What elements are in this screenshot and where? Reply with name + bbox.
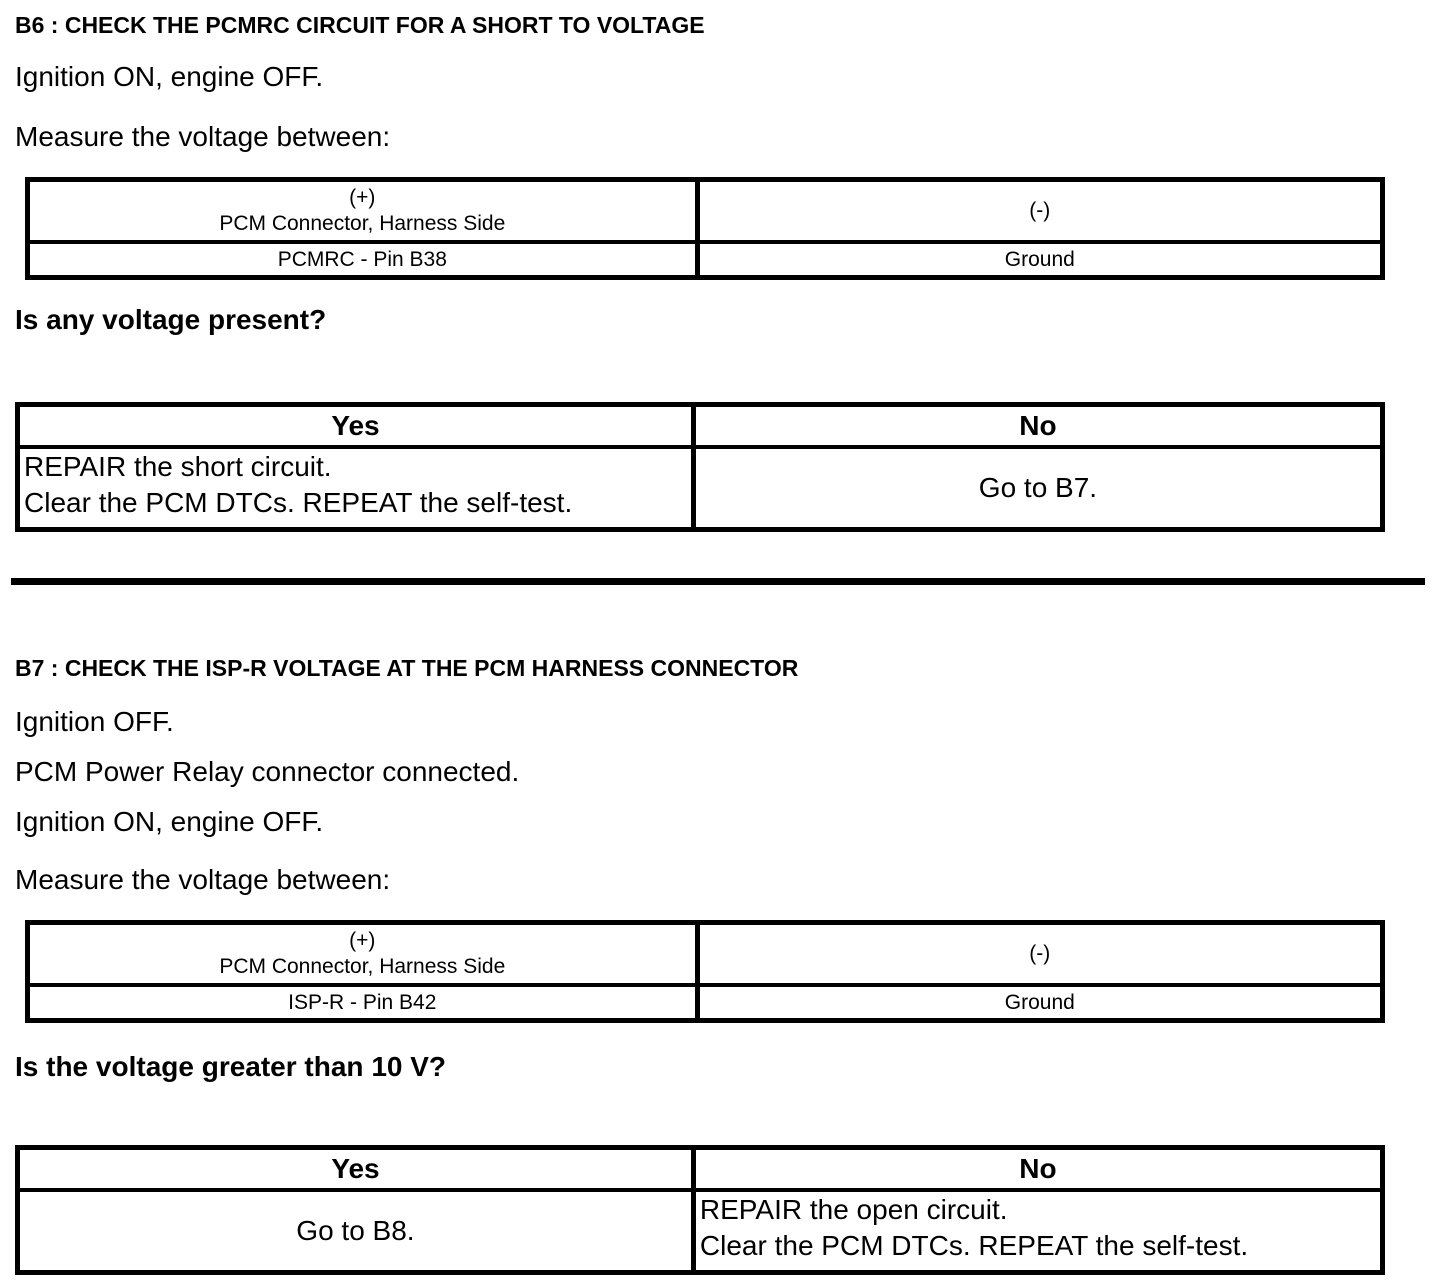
decision-table-b7 bbox=[15, 1145, 1385, 1275]
section-b6 bbox=[0, 12, 1440, 532]
negative-symbol: (-) bbox=[1029, 942, 1051, 965]
action-line: Go to B7. bbox=[978, 472, 1098, 503]
no-action-cell bbox=[696, 1192, 1380, 1270]
positive-pin-cell: PCMRC - Pin B38 bbox=[30, 244, 700, 275]
table-row bbox=[30, 182, 1380, 240]
instruction-line: Ignition OFF. bbox=[15, 706, 174, 737]
section-divider bbox=[11, 578, 1425, 585]
instruction-line: PCM Power Relay connector connected. bbox=[15, 756, 520, 787]
no-header-cell: No bbox=[1019, 410, 1057, 441]
question-b7: Is the voltage greater than 10 V? bbox=[15, 1051, 447, 1082]
negative-probe-header-cell bbox=[700, 182, 1380, 240]
table-row bbox=[20, 1150, 1380, 1188]
positive-connector-label: PCM Connector, Harness Side bbox=[219, 955, 506, 978]
positive-symbol: (+) bbox=[349, 929, 376, 952]
negative-symbol: (-) bbox=[1029, 199, 1051, 222]
positive-probe-header-cell bbox=[30, 182, 700, 240]
instruction-line: Measure the voltage between: bbox=[15, 864, 391, 895]
action-line: REPAIR the open circuit. bbox=[699, 1194, 1008, 1225]
decision-table-b6 bbox=[15, 402, 1385, 532]
action-line: Go to B8. bbox=[296, 1215, 415, 1246]
instruction-line: Measure the voltage between: bbox=[15, 121, 391, 152]
step-b6-heading: B6 : CHECK THE PCMRC CIRCUIT FOR A SHORT TO VOLTAGE bbox=[15, 12, 705, 38]
action-line: REPAIR the short circuit. bbox=[24, 451, 332, 482]
question-b6: Is any voltage present? bbox=[15, 304, 327, 335]
action-line: Clear the PCM DTCs. REPEAT the self-test. bbox=[699, 1230, 1249, 1261]
yes-action-cell bbox=[20, 1192, 696, 1270]
section-b7 bbox=[0, 655, 1440, 1275]
no-header-cell: No bbox=[1019, 1153, 1057, 1184]
table-row bbox=[30, 983, 1380, 1018]
positive-probe-header-cell bbox=[30, 925, 700, 983]
instruction-line: Ignition ON, engine OFF. bbox=[15, 806, 324, 837]
table-row bbox=[20, 1188, 1380, 1270]
step-b7-heading: B7 : CHECK THE ISP-R VOLTAGE AT THE PCM HARNESS CONNECTOR bbox=[15, 655, 799, 681]
table-row bbox=[30, 925, 1380, 983]
negative-pin-cell: Ground bbox=[1004, 990, 1075, 1014]
yes-header-cell: Yes bbox=[20, 1150, 696, 1188]
action-line: Clear the PCM DTCs. REPEAT the self-test. bbox=[24, 487, 573, 518]
positive-symbol: (+) bbox=[349, 186, 376, 209]
negative-probe-header-cell bbox=[700, 925, 1380, 983]
yes-header-cell: Yes bbox=[20, 407, 696, 445]
table-row bbox=[20, 407, 1380, 445]
yes-action-cell bbox=[20, 449, 696, 527]
table-row bbox=[30, 240, 1380, 275]
positive-pin-cell: ISP-R - Pin B42 bbox=[30, 987, 700, 1018]
measurement-table-b6 bbox=[25, 177, 1385, 280]
negative-pin-cell: Ground bbox=[1004, 247, 1075, 271]
positive-connector-label: PCM Connector, Harness Side bbox=[219, 212, 506, 235]
measurement-table-b7 bbox=[25, 920, 1385, 1023]
table-row bbox=[20, 445, 1380, 527]
instruction-line: Ignition ON, engine OFF. bbox=[15, 61, 324, 92]
no-action-cell bbox=[696, 449, 1380, 527]
